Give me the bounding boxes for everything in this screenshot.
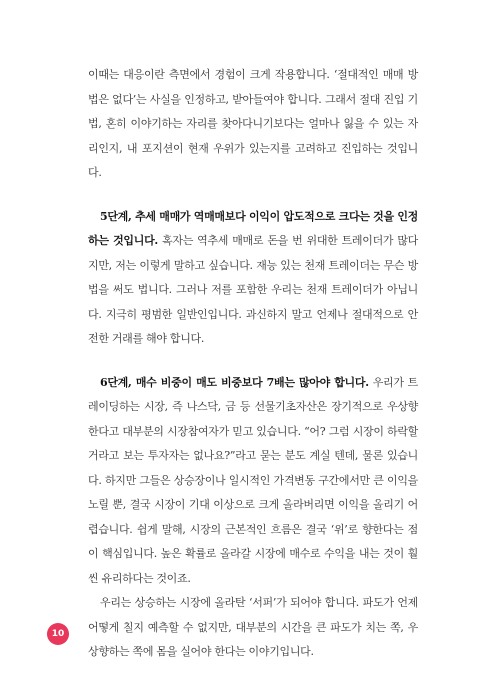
paragraph-intro: [88, 63, 418, 186]
step-6-heading: 6단계, 매수 비중이 매도 비중보다 7배는 많아야 합니다.: [100, 375, 369, 389]
body-text: [88, 63, 418, 665]
step-5-heading: 5단계, 추세 매매가 역매매보다 이익이 압도적으로 크다는 것을 인정하는 것입니다.: [88, 209, 418, 247]
paragraph-step-6: [88, 371, 418, 592]
paragraph-step-5: [88, 205, 418, 352]
page-number-badge: 10: [47, 623, 69, 645]
paragraph-closing-text: 우리는 상승하는 시장에 올라탄 ‘서퍼’가 되어야 합니다. 파도가 언제 어떻게 칠지 예측할 수 없지만, 대부분의 시간을 큰 파도가 치는 쪽, 우상향하는 쪽에 몸을 실어야 한다는 이야기입니다.: [88, 596, 418, 658]
paragraph-closing: [88, 591, 418, 665]
step-6-text: 우리가 트레이딩하는 시장, 즉 나스닥, 금 등 선물기초자산은 장기적으로 우상향한다고 대부분의 시장참여자가 믿고 있습니다. “어? 그럼 시장이 하락할 거라고 보는 투자자는 없나요?”라고 묻는 분도 계실 텐데, 물론 있습니다. 하지만 그들은 상승장이나 일시적인 가격변동 구간에서만 큰 이익을 노릴 뿐, 결국 시장이 기대 이상으로 크게 올라버리면 이익을 올리기 어렵습니다. 쉽게 말해, 시장의 근본적인 흐름은 결국 ‘위’로 향한다는 점이 핵심입니다. 높은 확률로 올라갈 시장에 매수로 수익을 내는 것이 훨씬 유리하다는 것이죠.: [88, 375, 418, 585]
step-5-text: 혹자는 역추세 매매로 돈을 번 위대한 트레이더가 많다지만, 저는 이렇게 말하고 싶습니다. 재능 있는 천재 트레이더는 무슨 방법을 써도 법니다. 그러나 저를 포함한 우리는 천재 트레이더가 아닙니다. 지극히 평범한 일반인입니다. 과신하지 말고 언제나 절대적으로 안전한 거래를 해야 합니다.: [88, 234, 419, 345]
paragraph-intro-text: 이때는 대응이란 측면에서 경험이 크게 작용합니다. ‘절대적인 매매 방법은 없다’는 사실을 인정하고, 받아들여야 합니다. 그래서 절대 진입 기법, 혼히 이야기하는 자리를 찾아다니기보다는 얼마나 잃을 수 있는 자리인지, 내 포지션이 현재 우위가 있는지를 고려하고 진입하는 것입니다.: [88, 68, 418, 179]
